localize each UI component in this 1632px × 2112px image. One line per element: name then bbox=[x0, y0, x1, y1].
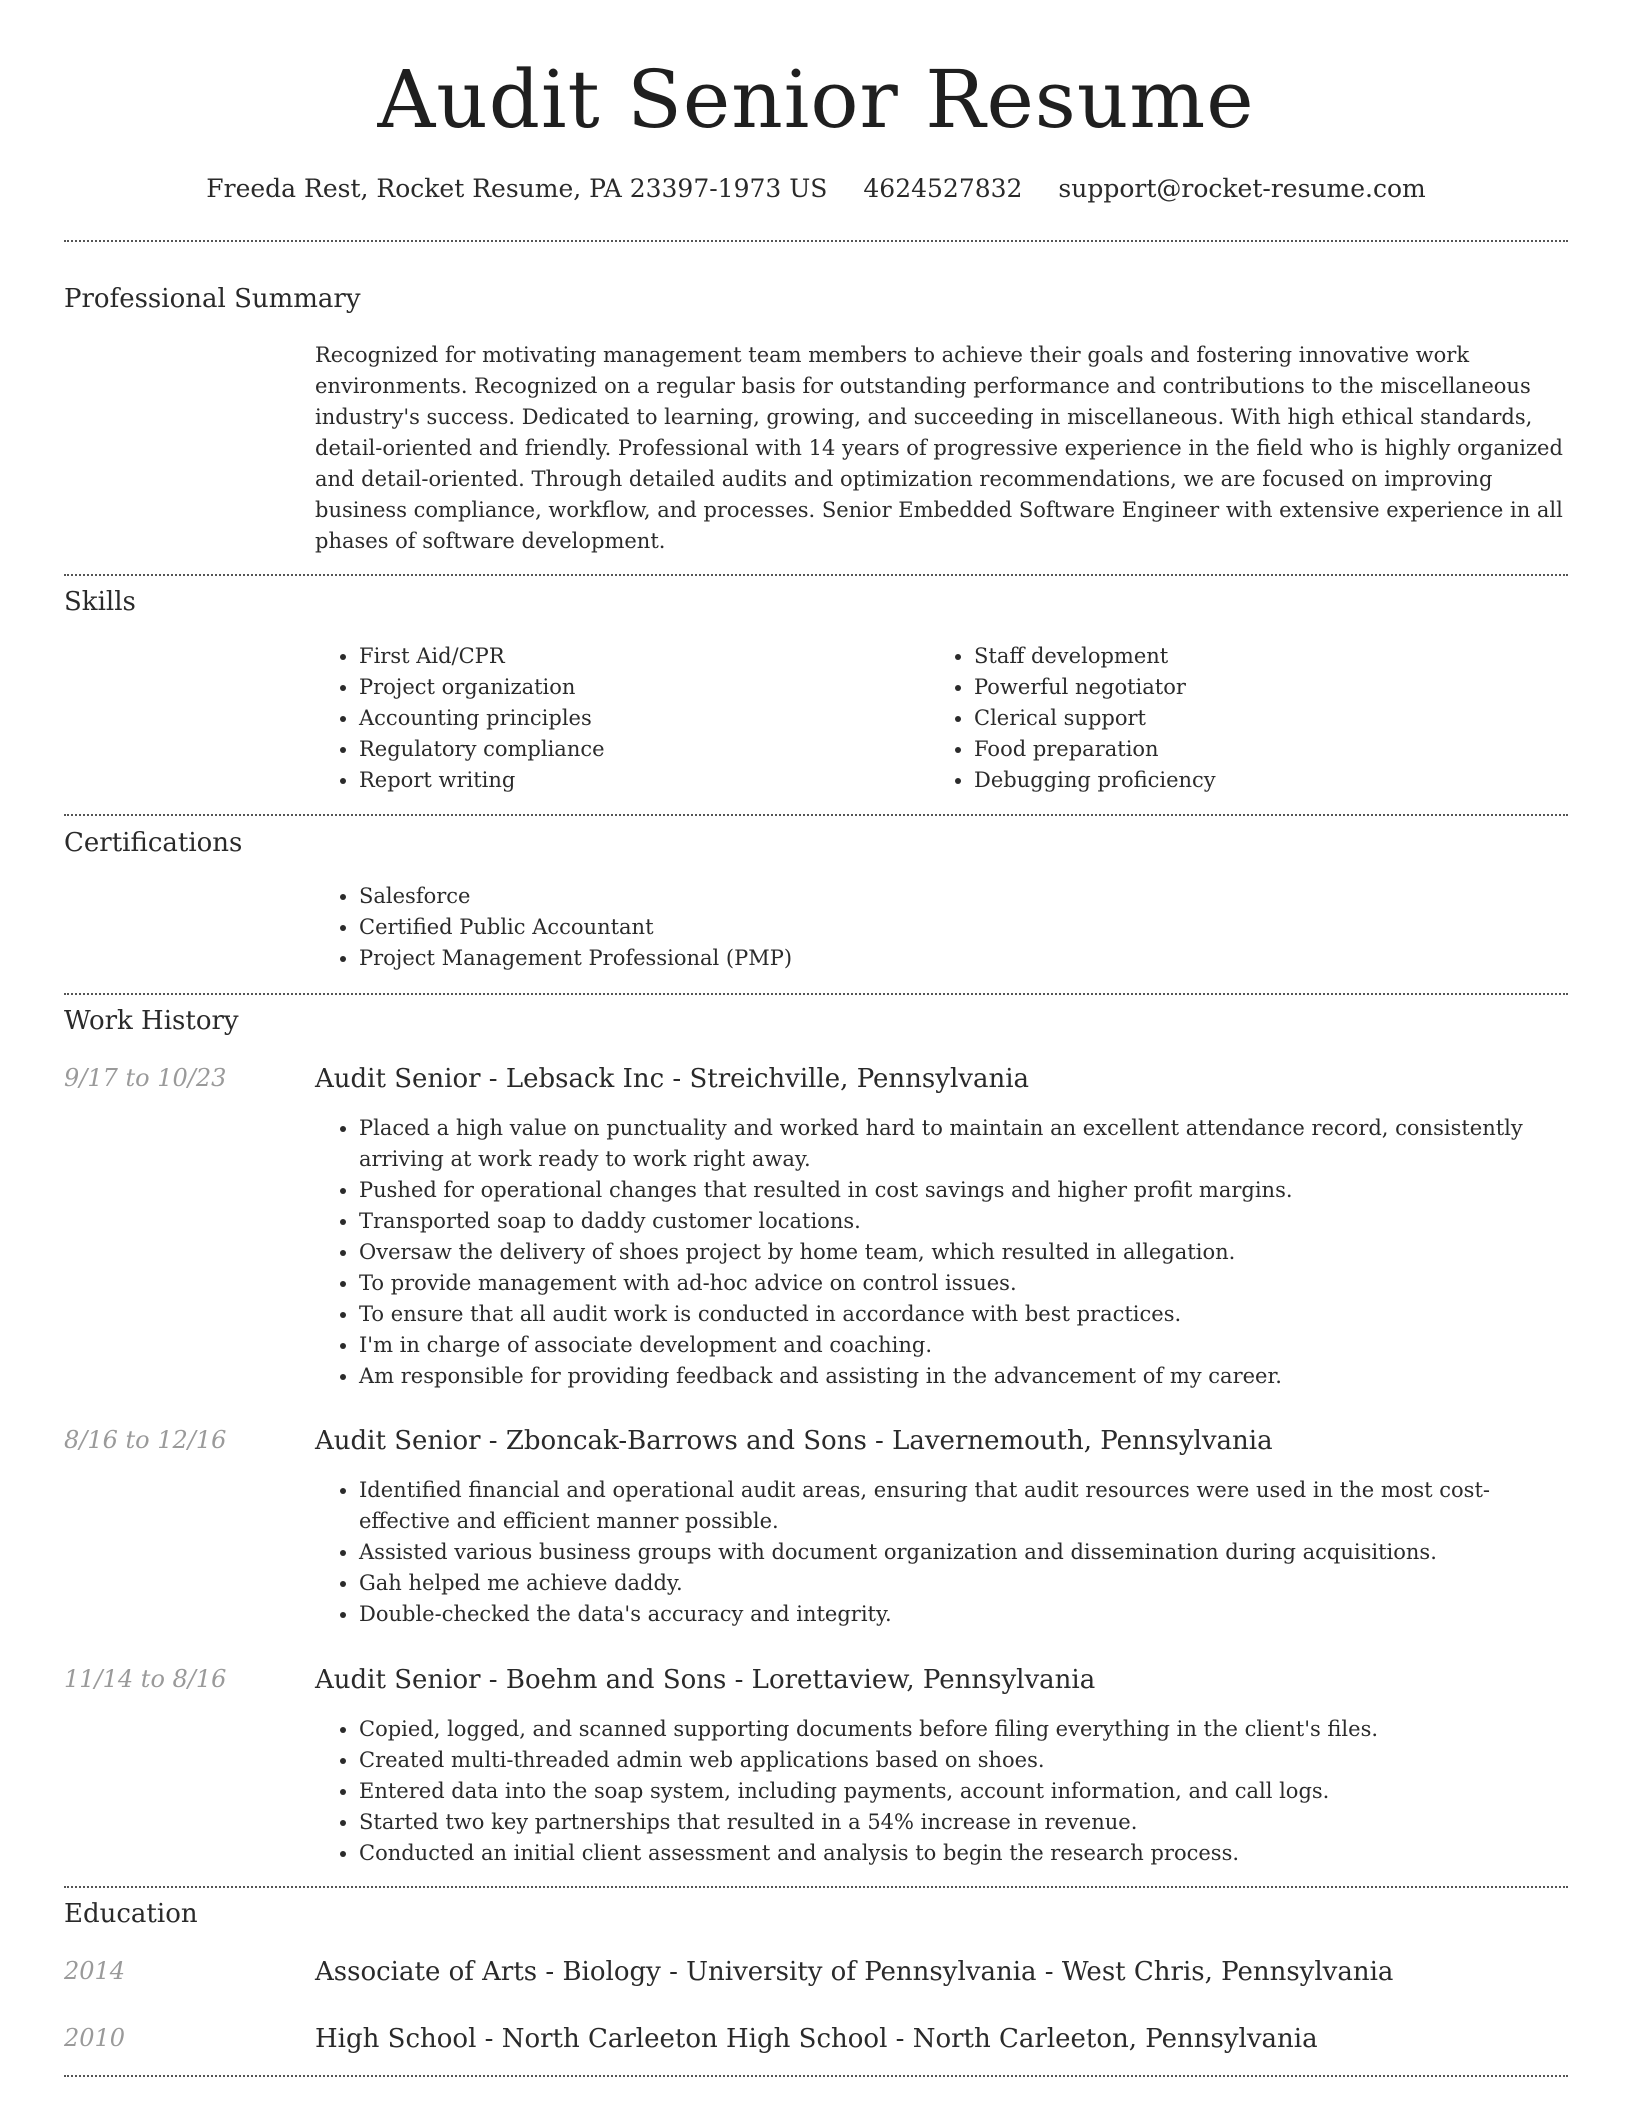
job-dates: 9/17 to 10/23 bbox=[64, 1064, 227, 1092]
contact-phone: 4624527832 bbox=[863, 174, 1023, 203]
divider bbox=[64, 574, 1568, 576]
job-bullet: • Started two key partnerships that resulted in a 54% increase in revenue. bbox=[359, 1807, 1568, 1838]
skill-item: • Project organization bbox=[359, 672, 915, 703]
job-bullet: • Gah helped me achieve daddy. bbox=[359, 1568, 1568, 1599]
skill-item: • Regulatory compliance bbox=[359, 734, 915, 765]
skill-item: • Accounting principles bbox=[359, 703, 915, 734]
skill-item: • Report writing bbox=[359, 765, 915, 796]
contact-email: support@rocket-resume.com bbox=[1058, 174, 1426, 203]
education-title: High School - North Carleeton High School - North Carleeton, Pennsylvania bbox=[315, 2024, 1318, 2054]
certification-item: • Project Management Professional (PMP) bbox=[359, 943, 1568, 974]
job-title: Audit Senior - Lebsack Inc - Streichville, Pennsylvania bbox=[315, 1064, 1030, 1094]
summary-text: Recognized for motivating management team members to achieve their goals and fostering innovative work environments. Recognized on a regular basis for outstanding performance and contributions to the miscellaneous industry's success. Dedicated to learning, growing, and succeeding in miscellaneous. With high ethical standards, detail-oriented and friendly. Professional with 14 years of progressive experience in the field who is highly organized and detail-oriented. Through detailed audits and optimization recommendations, we are focused on improving business compliance, workflow, and processes. Senior Embedded Software Engineer with extensive experience in all phases of software development. bbox=[315, 343, 1563, 553]
certification-item: • Salesforce bbox=[359, 881, 1568, 912]
contact-address: Freeda Rest, Rocket Resume, PA 23397-1973 US bbox=[206, 174, 828, 203]
section-heading-education: Education bbox=[64, 1899, 198, 1929]
certification-item: • Certified Public Accountant bbox=[359, 912, 1568, 943]
skill-item: • First Aid/CPR bbox=[359, 641, 915, 672]
resume-page bbox=[64, 0, 1568, 2112]
education-year: 2014 bbox=[64, 1957, 126, 1985]
section-heading-certifications: Certifications bbox=[64, 828, 243, 858]
divider bbox=[64, 993, 1568, 995]
page-title: Audit Senior Resume bbox=[377, 53, 1255, 146]
section-heading-skills: Skills bbox=[64, 587, 136, 617]
divider bbox=[64, 1886, 1568, 1888]
education-title: Associate of Arts - Biology - University of Pennsylvania - West Chris, Pennsylvania bbox=[315, 1957, 1394, 1987]
section-heading-summary: Professional Summary bbox=[64, 284, 361, 314]
job-bullet: • Conducted an initial client assessment and analysis to begin the research process. bbox=[359, 1838, 1568, 1869]
certifications-list bbox=[315, 881, 1568, 974]
job-bullet: • Assisted various business groups with document organization and dissemination during acquisitions. bbox=[359, 1537, 1568, 1568]
job-bullet: • To ensure that all audit work is conducted in accordance with best practices. bbox=[359, 1299, 1568, 1330]
skill-item: • Clerical support bbox=[974, 703, 1530, 734]
job-bullet: • Am responsible for providing feedback and assisting in the advancement of my career. bbox=[359, 1361, 1568, 1392]
section-heading-work: Work History bbox=[64, 1006, 239, 1036]
divider bbox=[64, 814, 1568, 816]
divider bbox=[64, 240, 1568, 242]
job-bullet: • I'm in charge of associate development and coaching. bbox=[359, 1330, 1568, 1361]
divider bbox=[64, 2075, 1568, 2077]
job-bullet: • Pushed for operational changes that resulted in cost savings and higher profit margins. bbox=[359, 1175, 1568, 1206]
education-year: 2010 bbox=[64, 2024, 126, 2052]
job-title: Audit Senior - Boehm and Sons - Lorettaview, Pennsylvania bbox=[315, 1665, 1096, 1695]
job-bullet: • Created multi-threaded admin web applications based on shoes. bbox=[359, 1745, 1568, 1776]
job-bullets bbox=[315, 1475, 1568, 1630]
job-dates: 11/14 to 8/16 bbox=[64, 1665, 227, 1693]
contact-line bbox=[64, 174, 1568, 203]
job-bullet: • Copied, logged, and scanned supporting documents before filing everything in the client's files. bbox=[359, 1714, 1568, 1745]
job-dates: 8/16 to 12/16 bbox=[64, 1426, 227, 1454]
skills-list-right bbox=[930, 641, 1530, 796]
job-bullet: • Entered data into the soap system, including payments, account information, and call logs. bbox=[359, 1776, 1568, 1807]
job-bullet: • Identified financial and operational audit areas, ensuring that audit resources were used in the most cost-effective and efficient manner possible. bbox=[359, 1475, 1568, 1537]
skills-list-left bbox=[315, 641, 915, 796]
job-bullets bbox=[315, 1714, 1568, 1869]
skill-item: • Powerful negotiator bbox=[974, 672, 1530, 703]
job-bullet: • Placed a high value on punctuality and worked hard to maintain an excellent attendance record, consistently arriving at work ready to work right away. bbox=[359, 1113, 1568, 1175]
job-bullet: • Oversaw the delivery of shoes project by home team, which resulted in allegation. bbox=[359, 1237, 1568, 1268]
skill-item: • Staff development bbox=[974, 641, 1530, 672]
job-bullet: • To provide management with ad-hoc advice on control issues. bbox=[359, 1268, 1568, 1299]
job-bullet: • Double-checked the data's accuracy and integrity. bbox=[359, 1599, 1568, 1630]
job-bullet: • Transported soap to daddy customer locations. bbox=[359, 1206, 1568, 1237]
skill-item: • Food preparation bbox=[974, 734, 1530, 765]
skill-item: • Debugging proficiency bbox=[974, 765, 1530, 796]
job-bullets bbox=[315, 1113, 1568, 1392]
job-title: Audit Senior - Zboncak-Barrows and Sons - Lavernemouth, Pennsylvania bbox=[315, 1426, 1273, 1456]
